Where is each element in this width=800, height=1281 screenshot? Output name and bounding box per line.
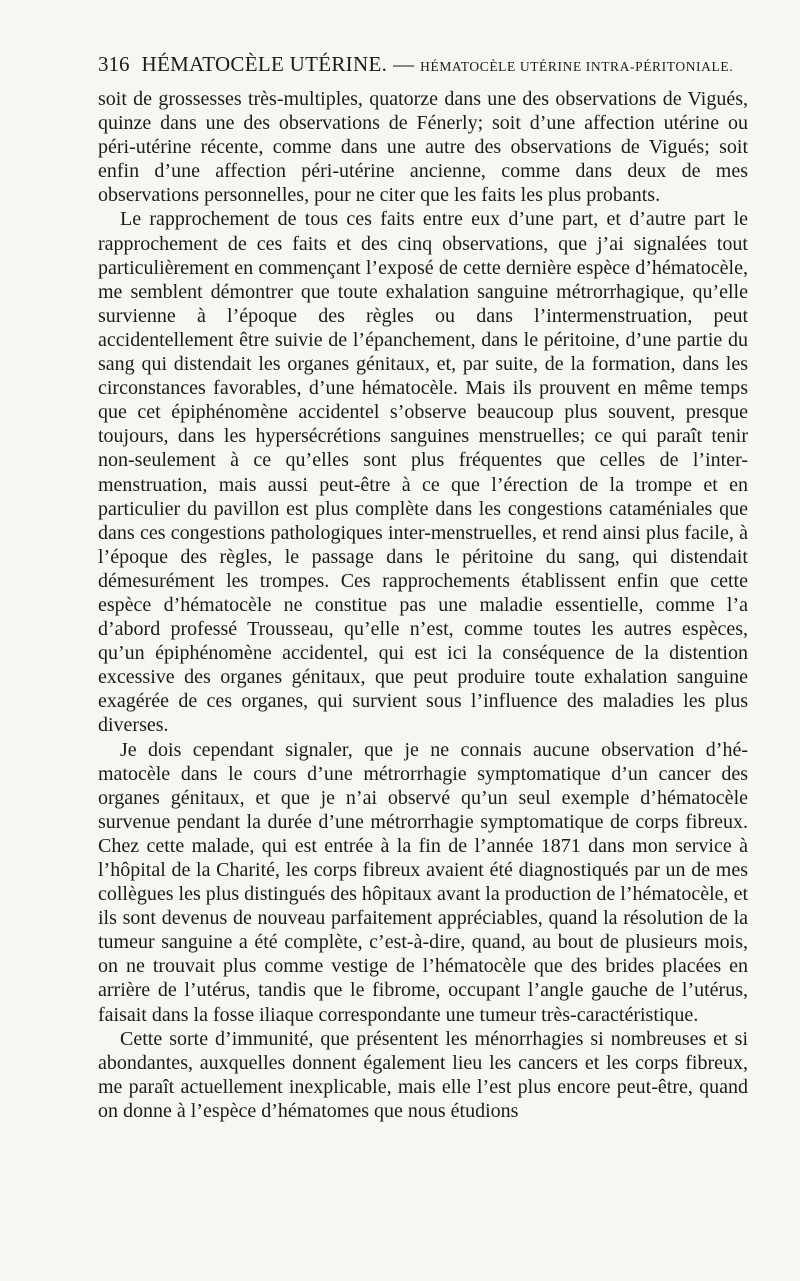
page-number: 316 <box>98 52 130 76</box>
paragraph-signaler: Je dois cependant signaler, que je ne connais aucune observation d’hématocèle dans le cours d’une métrorrhagie symptomatique d’un cancer des organes génitaux, et que je n’ai observé qu’un seul exemple d’hématocèle survenue pendant la durée d’une métrorrhagie symptomatique de corps fibreux. Chez cette malade, qui est entrée à la fin de l’année 1871 dans mon service à l’hôpital de la Charité, les corps fibreux avaient été diagnostiqués par un de mes collègues les plus distingués des hôpitaux avant la production de l’hématocèle, et ils sont devenus de nouveau parfaitement appréciables, quand la résolution de la tumeur sanguine a été complète, c’est-à-dire, quand, au bout de plusieurs mois, on ne trouvait plus comme vestige de l’hématocèle que des brides placées en arrière de l’utérus, tandis que le fibrome, occupant l’angle gauche de l’utérus, faisait dans la fosse iliaque correspondante une tumeur très-caractéristique. <box>98 738 748 1026</box>
section-title: HÉMATOCÈLE UTÉRINE INTRA-PÉRITONIALE. <box>420 59 734 74</box>
paragraph-immunite: Cette sorte d’immunité, que présentent les ménorrhagies si nombreuses et si abondantes, auxquelles donnent également lieu les cancers et les corps fibreux, me paraît actuellement inexplicable, mais elle l’est plus encore peut-être, quand on donne à l’espèce d’hématomes que nous étudions <box>98 1027 748 1122</box>
paragraph-rapprochement: Le rapprochement de tous ces faits entre eux d’une part, et d’autre part le rapprochement de ces faits et des cinq observations, que j’ai signalées tout particulièrement en commençant l’exposé de cette dernière espèce d’hématocèle, me semblent démontrer que toute exhalation sanguine métrorrhagique, qu’elle survienne à l’époque des règles ou dans l’intermenstruation, peut accidentellement être suivie de l’épanchement, dans le péritoine, d’une partie du sang qui distendait les organes génitaux, et, par suite, de la formation, dans les circonstances favorables, d’une hématocèle. Mais ils prouvent en même temps que cet épiphénomène accidentel s’observe beaucoup plus souvent, presque toujours, dans les hypersécrétions sanguines menstruelles; ce qui paraît tenir non-seulement à ce qu’elles sont plus fréquentes que celles de l’inter-menstruation, mais aussi peut-être à ce que l’érection de la trompe et en particulier du pavillon est plus complète dans les congestions cataméniales que dans ces congestions pathologiques inter-menstruelles, et rend ainsi plus facile, à l’époque des règles, le passage dans le péritoine du sang, qui distendait démesurément les trompes. Ces rapprochements établissent enfin que cette espèce d’hématocèle ne constitue pas une maladie essentielle, comme l’a d’abord professé Trousseau, qu’elle n’est, comme toutes les autres espèces, qu’un épiphénomène accidentel, qui est ici la conséquence de la distention excessive des organes génitaux, que peut produire toute exhalation sanguine exagérée de ces organes, qui survient sous l’influence des maladies les plus diverses. <box>98 208 748 737</box>
header-dash: — <box>393 52 415 76</box>
paragraph-continued: soit de grossesses très-multiples, quatorze dans une des observations de Vigués, quinze dans une des observations de Fénerly; soit d’une affection utérine ou péri-utérine récente, comme dans une autre des observations de Vigués; soit enfin d’une affection péri-utérine ancienne, comme dans deux de mes observations personnelles, pour ne citer que les faits les plus probants. <box>98 88 748 207</box>
chapter-title: HÉMATOCÈLE UTÉRINE. <box>141 52 388 76</box>
running-header <box>98 52 748 77</box>
